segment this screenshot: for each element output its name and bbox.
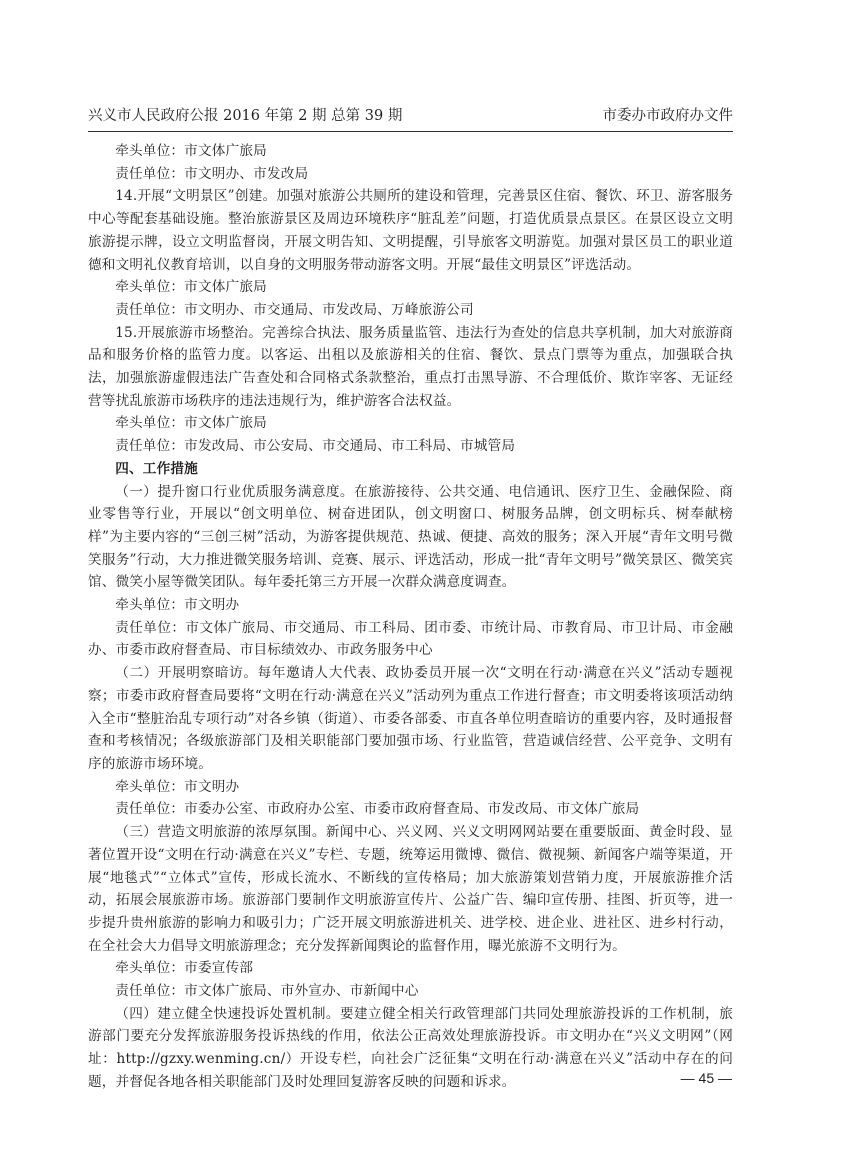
paragraph: （三）营造文明旅游的浓厚氛围。新闻中心、兴义网、兴义文明网网站要在重要版面、黄金时段、显著位置开设“文明在行动·满意在兴义”专栏、专题，统筹运用微博、微信、微视频、新闻客户端等渠道，开展“地毯式”“立体式”宣传，形成长流水、不断线的宣传格局；加大旅游策划营销力度，开展旅游推介活动，拓展会展旅游市场。旅游部门要制作文明旅游宣传片、公益广告、编印宣传册、挂图、折页等，进一步提升贵州旅游的影响力和吸引力；广泛开展文明旅游进机关、进学校、进企业、进社区、进乡村行动，在全社会大力倡导文明旅游理念；充分发挥新闻舆论的监督作用，曝光旅游不文明行为。	[88, 824, 733, 954]
paragraph: （二）开展明察暗访。每年邀请人大代表、政协委员开展一次“文明在行动·满意在兴义”活动专题视察；市委市政府督查局要将“文明在行动·满意在兴义”活动列为重点工作进行督查；市文明委将该项活动纳入全市“整脏治乱专项行动”对各乡镇（街道）、市委各部委、市直各单位明查暗访的重要内容，及时通报督查和考核情况；各级旅游部门及相关职能部门要加强市场、行业监管，营造诚信经营、公平竞争、文明有序的旅游市场环境。	[88, 665, 734, 772]
page-header	[88, 104, 733, 128]
paragraph: 牵头单位：市文体广旅局	[115, 279, 267, 296]
paragraph: 牵头单位：市文体广旅局	[115, 415, 267, 432]
header-publication: 兴义市人民政府公报 2016 年第 2 期 总第 39 期	[88, 108, 403, 124]
paragraph: 责任单位：市文明办、市交通局、市发改局、万峰旅游公司	[115, 301, 474, 318]
paragraph: （四）建立健全快速投诉处置机制。要建立健全相关行政管理部门共同处理旅游投诉的工作机制，旅游部门要充分发挥旅游服务投诉热线的作用，依法公正高效处理旅游投诉。市文明办在“兴义文明网”（网址：http://gzxy.wenming.cn/）开设专栏，向社会广泛征集“文明在行动·满意在兴义”活动中存在的问题，并督促各地各相关职能部门及时处理回复游客反映的问题和诉求。	[88, 1005, 733, 1090]
paragraph: 14.开展“文明景区”创建。加强对旅游公共厕所的建设和管理，完善景区住宿、餐饮、环卫、游客服务中心等配套基础设施。整治旅游景区及周边环境秩序“脏乱差”问题，打造优质景点景区。在景区设立文明旅游提示牌，设立文明监督岗，开展文明告知、文明提醒，引导旅客文明游览。加强对景区员工的职业道德和文明礼仪教育培训，以自身的文明服务带动游客文明。开展“最佳文明景区”评选活动。	[88, 188, 733, 273]
paragraph: 15.开展旅游市场整治。完善综合执法、服务质量监管、违法行为查处的信息共享机制，加大对旅游商品和服务价格的监管力度。以客运、出租以及旅游相关的住宿、餐饮、景点门票等为重点，加强联合执法，加强旅游虚假违法广告查处和合同格式条款整治，重点打击黑导游、不合理低价、欺诈宰客、无证经营等扰乱旅游市场秩序的违法违规行为，维护游客合法权益。	[88, 324, 733, 409]
paragraph: 责任单位：市委办公室、市政府办公室、市委市政府督查局、市发改局、市文体广旅局	[115, 801, 640, 818]
paragraph: 责任单位：市文体广旅局、市外宣办、市新闻中心	[115, 983, 419, 1000]
paragraph: 责任单位：市文体广旅局、市交通局、市工科局、团市委、市统计局、市教育局、市卫计局、市金融办、市委市政府督查局、市目标绩效办、市政务服务中心	[88, 619, 733, 659]
paragraph: 责任单位：市发改局、市公安局、市交通局、市工科局、市城管局	[115, 438, 516, 455]
paragraph: （一）提升窗口行业优质服务满意度。在旅游接待、公共交通、电信通讯、医疗卫生、金融保险、商业零售等行业，开展以“创文明单位、树奋进团队，创文明窗口、树服务品牌，创文明标兵、树奉献榜样”为主要内容的“三创三树”活动，为游客提供规范、热诚、便捷、高效的服务；深入开展“青年文明号微笑服务”行动，大力推进微笑服务培训、竞赛、展示、评选活动，形成一批“青年文明号”微笑景区、微笑宾馆、微笑小屋等微笑团队。每年委托第三方开展一次群众满意度调查。	[88, 483, 733, 591]
paragraph: 牵头单位：市文明办	[115, 597, 240, 614]
document-body	[88, 140, 733, 1094]
section-heading: 四、工作措施	[115, 460, 198, 477]
header-section: 市委办市政府办文件	[602, 108, 733, 124]
page-number: — 45 —	[680, 1070, 732, 1086]
paragraph: 牵头单位：市文明办	[115, 778, 240, 795]
paragraph: 牵头单位：市文体广旅局	[115, 143, 267, 159]
header-rule	[88, 131, 733, 132]
paragraph: 责任单位：市文明办、市发改局	[115, 165, 309, 182]
paragraph: 牵头单位：市委宣传部	[115, 960, 254, 977]
